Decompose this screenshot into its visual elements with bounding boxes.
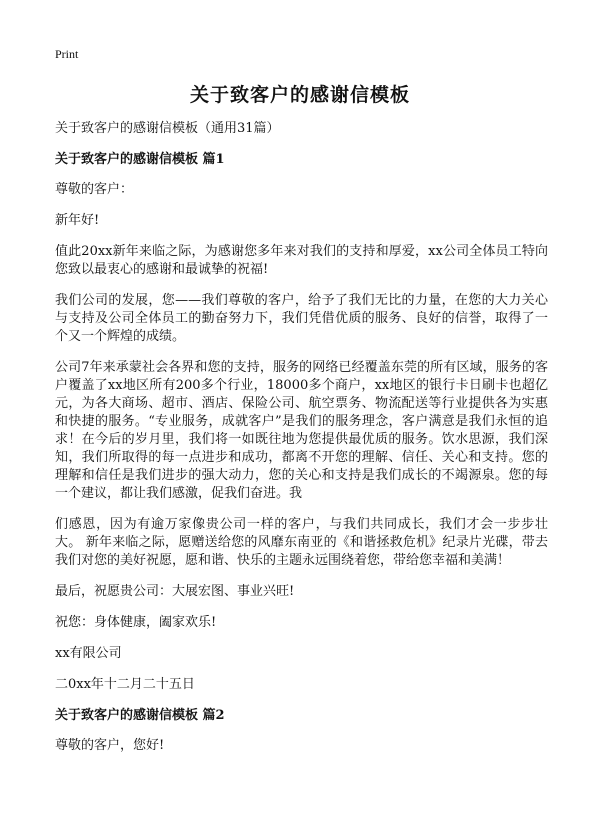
print-label: Print [55, 47, 79, 61]
salutation-2: 尊敬的客户，您好! [55, 738, 165, 753]
paragraph-2: 我们公司的发展，您——我们尊敬的客户，给予了我们无比的力量，在您的大力关心与支持及公司全体员工的勤奋努力下，我们凭借优质的服务、良好的信誉，取得了一个又一个辉煌的成绩。 [55, 293, 548, 344]
company-signature: xx有限公司 [55, 646, 122, 661]
salutation: 尊敬的客户： [55, 182, 134, 197]
greeting: 新年好! [55, 213, 100, 228]
paragraph-4: 们感恩，因为有逾万家像贵公司一样的客户，与我们共同成长，我们才会一步步壮大。 新年来临之际，愿赠送给您的风靡东南亚的《和谐拯救危机》纪录片光碟，带去我们对您的美好祝愿，愿和谐、快乐的主题永远围绕着您，带给您幸福和美满！ [55, 517, 548, 568]
document-body [55, 120, 548, 768]
section-heading-1: 关于致客户的感谢信模板 篇1 [55, 152, 225, 167]
page-title: 关于致客户的感谢信模板 [189, 84, 410, 106]
paragraph-1: 值此20xx新年来临之际，为感谢您多年来对我们的支持和厚爱，xx公司全体员工特向您致以最衷心的感谢和最诚挚的祝福! [55, 244, 548, 277]
paragraph-3: 公司7年来承蒙社会各界和您的支持，服务的网络已经覆盖东莞的所有区域，服务的客户覆盖了xx地区所有200多个行业，18000多个商户，xx地区的银行卡日刷卡也超亿元，为各大商场、超市、酒店、保险公司、航空票务、物流配送等行业提供各为实惠和快捷的服务。“专业服务，成就客户”是我们的服务理念，客户满意是我们永恒的追求！在今后的岁月里，我们将一如既往地为您提供最优质的服务。饮水思源，我们深知，我们所取得的每一点进步和成功，都离不开您的理解、信任、关心和支持。您的理解和信任是我们进步的强大动力，您的关心和支持是我们成长的不竭源泉。您的每一个建议，都让我们感激，促我们奋进。我 [55, 360, 548, 501]
closing-wish-2: 祝您：身体健康，阖家欢乐! [55, 615, 217, 630]
document-subtitle: 关于致客户的感谢信模板（通用31篇） [55, 121, 280, 136]
closing-wish-1: 最后，祝愿贵公司：大展宏图、事业兴旺! [55, 584, 295, 599]
section-heading-2: 关于致客户的感谢信模板 篇2 [55, 708, 225, 723]
letter-date: 二0xx年十二月二十五日 [55, 677, 195, 692]
